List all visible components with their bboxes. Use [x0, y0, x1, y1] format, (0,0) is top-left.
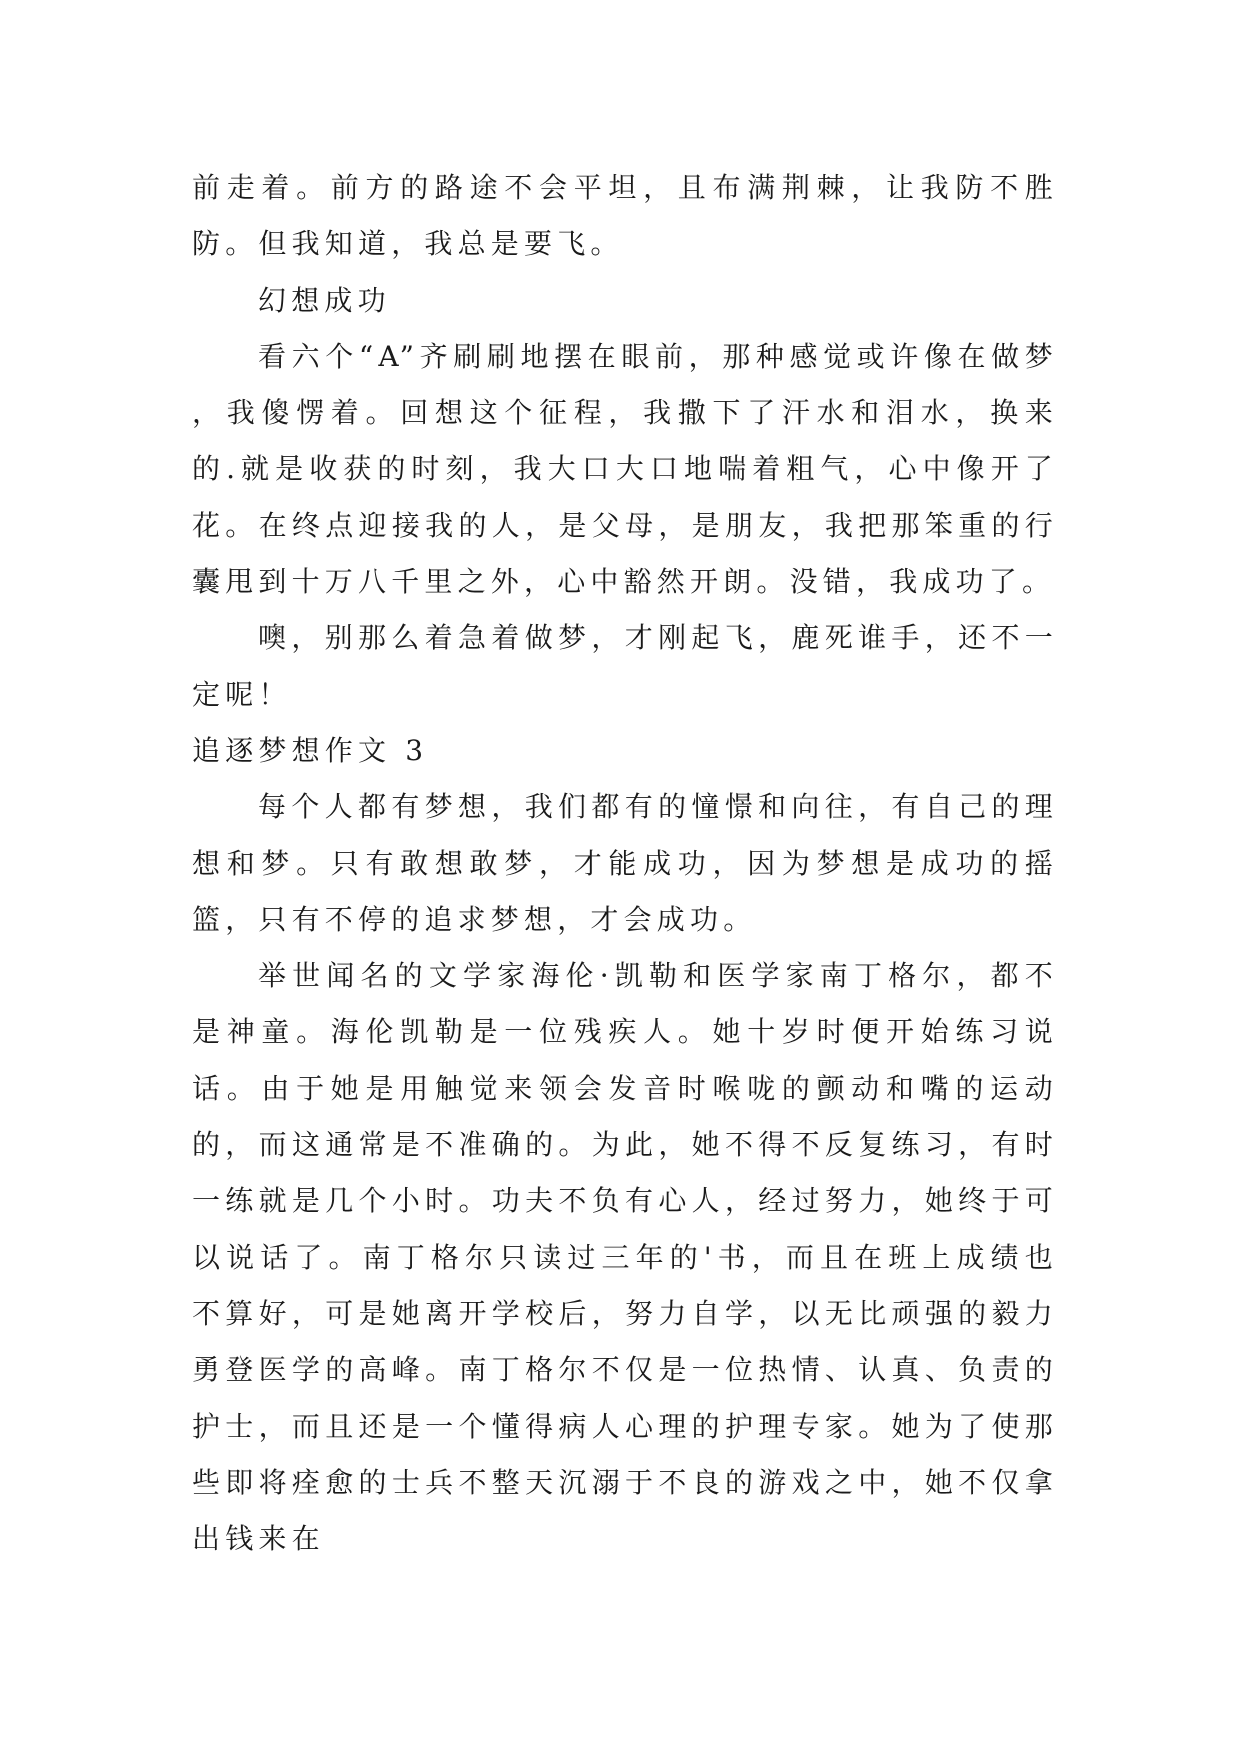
paragraph-helen-keller-nightingale: 举世闻名的文学家海伦·凯勒和医学家南丁格尔，都不是神童。海伦凯勒是一位残疾人。她十岁时便开始练习说话。由于她是用触觉来领会发音时喉咙的颤动和嘴的运动的，而这通常是不准确的。为此，她不得不反复练习，有时一练就是几个小时。功夫不负有心人，经过努力，她终于可以说话了。南丁格尔只读过三年的'书，而且在班上成绩也不算好，可是她离开学校后，努力自学，以无比顽强的毅力勇登医学的高峰。南丁格尔不仅是一位热情、认真、负责的护士，而且还是一个懂得病人心理的护理专家。她为了使那些即将痊愈的士兵不整天沉溺于不良的游戏之中，她不仅拿出钱来在	[192, 959, 1058, 1556]
essay-title-3: 追逐梦想作文 3	[192, 733, 429, 767]
document-body	[192, 160, 1058, 1567]
subheading-fantasy-success: 幻想成功	[258, 283, 391, 317]
paragraph-six-a: 看六个“A”齐刷刷地摆在眼前，那种感觉或许像在做梦 ，我傻愣着。回想这个征程，我撒下了汗水和泪水，换来的.就是收获的时刻，我大口大口地喘着粗气，心中像开了花。在终点迎接我的人，是父母，是朋友，我把那笨重的行囊甩到十万八千里之外，心中豁然开朗。没错，我成功了。	[192, 339, 1058, 599]
paragraph-everyone-has-dreams: 每个人都有梦想，我们都有的憧憬和向往，有自己的理想和梦。只有敢想敢梦，才能成功，因为梦想是成功的摇篮，只有不停的追求梦想，才会成功。	[192, 790, 1058, 936]
paragraph-continued: 前走着。前方的路途不会平坦，且布满荆棘，让我防不胜防。但我知道，我总是要飞。	[192, 171, 1058, 261]
paragraph-dont-dream-yet: 噢，别那么着急着做梦，才刚起飞，鹿死谁手，还不一定呢！	[192, 621, 1058, 711]
